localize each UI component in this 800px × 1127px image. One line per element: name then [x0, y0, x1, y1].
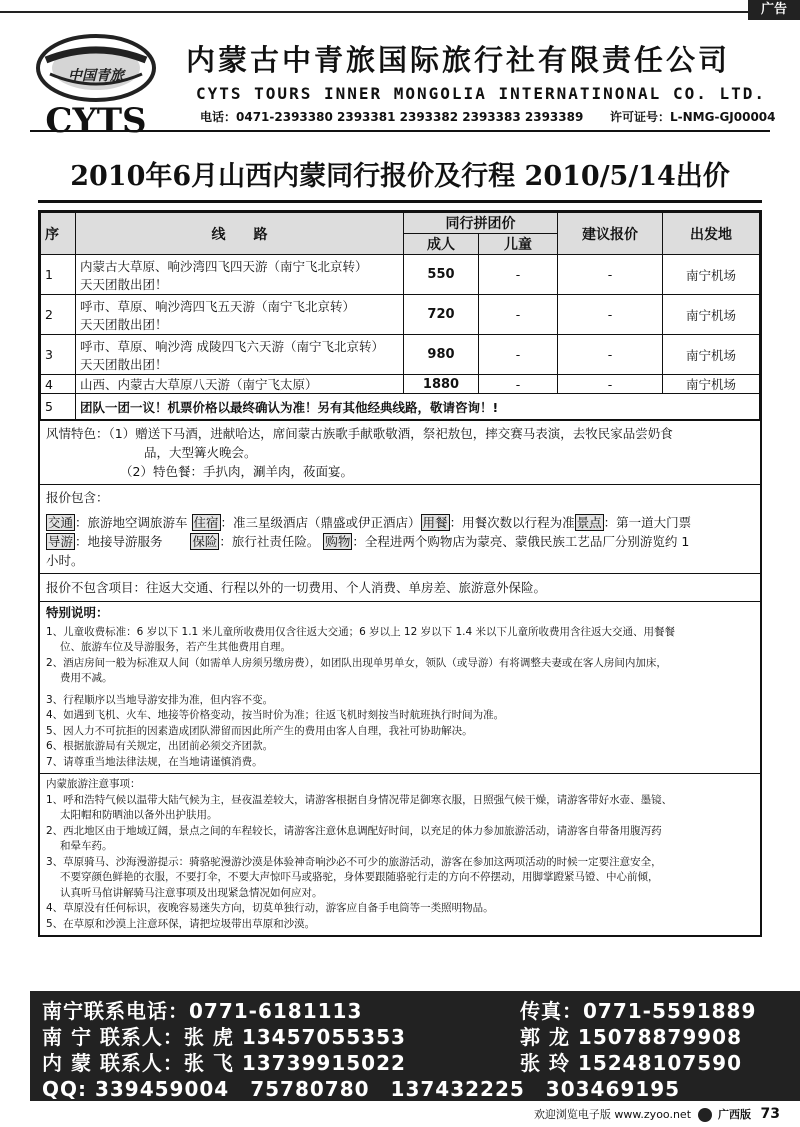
route-note: 天天团散出团！ — [80, 276, 168, 292]
contact-footer — [30, 991, 800, 1101]
contact-neimeng-2: 张 玲 15248107590 — [520, 1051, 743, 1075]
excludes-section: 报价不包含项目：往返大交通、行程以外的一切费用、个人消费、单房差、旅游意外保险。 — [40, 573, 760, 601]
special-note: 4、如遇到飞机、火车、地接等价格变动，按当时价为准；往返飞机时刻按当时航班执行时间为准。 — [46, 709, 505, 721]
label-shopping: 购物 — [325, 534, 351, 549]
notice-note: 4、草原没有任何标识，夜晚容易迷失方向，切莫单独行动，游客应自备手电筒等一类照明物品。 — [46, 902, 494, 914]
special-note: 1、儿童收费标准：6 岁以下 1.1 米儿童所收费用仅含往返大交通；6 岁以上 12 岁以下 1.4 米以下儿童所收费用含往返大交通、用餐餐 — [46, 625, 675, 638]
company-phone: 电话：0471-2393380 2393381 2393382 2393383 2393389 — [200, 110, 584, 124]
value-hotel: ：准三星级酒店（鼎盛或伊正酒店） — [220, 515, 421, 530]
edition-icon — [698, 1108, 712, 1122]
row-from: 南宁机场 — [663, 295, 760, 335]
features-line: （2）特色餐：手扒肉，涮羊肉，莜面宴。 — [120, 464, 353, 479]
special-note: 5、因人力不可抗拒的因素造成团队滞留而因此所产生的费用由客人自理，我社可协助解决。 — [46, 724, 473, 737]
label-guide: 导游 — [48, 534, 74, 549]
table-row — [41, 295, 760, 335]
notice-note: 不要穿颜色鲜艳的衣服，不要打伞，不要大声惊吓马或骆驼，身体要跟随骆驼行走的方向不停摆动，用脚掌蹬紧马镫、中心前倾， — [60, 871, 659, 883]
label-insurance: 保险 — [192, 534, 218, 549]
row-suggest-price: - — [558, 335, 663, 375]
row-suggest-price: - — [558, 375, 663, 394]
row-child-price: - — [479, 375, 558, 394]
logo-text: CYTS — [45, 101, 147, 138]
company-license: 许可证号：L-NMG-GJ00004 — [610, 110, 776, 124]
row-child-price: - — [479, 295, 558, 335]
row-route: 山西、内蒙古大草原八天游（南宁飞太原） — [76, 375, 404, 394]
features-line: 品，大型篝火晚会。 — [144, 445, 257, 460]
page-title: 2010年6月山西内蒙同行报价及行程 2010/5/14出价 — [70, 161, 730, 192]
row-from: 南宁机场 — [663, 375, 760, 394]
table-row — [41, 255, 760, 295]
row-no: 1 — [41, 255, 76, 295]
includes-title: 报价包含： — [46, 490, 109, 505]
company-name-en: CYTS TOURS INNER MONGOLIA INTERNATINONAL CO. LTD. — [196, 84, 767, 103]
row-adult-price: 720 — [404, 295, 479, 335]
header-adult: 成人 — [404, 234, 479, 255]
row-suggest-price: - — [558, 255, 663, 295]
notice-note: 3、草原骑马、沙海漫游提示：骑骆驼漫游沙漠是体验神奇响沙必不可少的旅游活动，游客在参加这两项活动的时候一定要注意安全， — [46, 855, 662, 868]
contact-phone: 南宁联系电话：0771-6181113 — [42, 999, 363, 1023]
row-adult-price: 550 — [404, 255, 479, 295]
special-note: 7、请尊重当地法律法规，在当地请谨慎消费。 — [46, 755, 263, 768]
contact-nanning: 南 宁 联系人：张 虎 13457055353 — [42, 1025, 406, 1049]
route-note: 天天团散出团！ — [80, 316, 168, 332]
row-route — [76, 335, 404, 375]
row-no: 3 — [41, 335, 76, 375]
row-no: 2 — [41, 295, 76, 335]
notice-section — [40, 773, 760, 935]
ad-tag: 广告 — [748, 0, 800, 20]
header-group-price: 同行拼团价 — [404, 213, 558, 234]
special-title: 特别说明： — [46, 605, 109, 620]
header-suggest: 建议报价 — [558, 213, 663, 255]
features-section — [40, 420, 760, 484]
route-line: 呼市、草原、响沙湾四飞五天游（南宁飞北京转） — [80, 298, 356, 314]
features-line: 风情特色：（1）赠送下马酒，进献哈达，席间蒙古族歌手献歌敬酒，祭祀敖包，摔交赛马表演，去牧民家品尝奶食 — [46, 426, 673, 441]
price-table — [40, 212, 760, 420]
route-note: 天天团散出团！ — [80, 356, 168, 372]
contact-neimeng: 内 蒙 联系人：张 飞 13739915022 — [42, 1051, 406, 1075]
table-row — [41, 394, 760, 420]
notice-note: 2、西北地区由于地域辽阔，景点之间的车程较长，请游客注意休息调配好时间，以充足的体力参加旅游活动，请游客自带备用腹泻药 — [46, 824, 662, 837]
value-shopping: ：全程进两个购物店为蒙亮、蒙俄民族工艺品厂分别游览约 1 — [352, 534, 690, 549]
row-child-price: - — [479, 255, 558, 295]
table-row — [41, 335, 760, 375]
row-from: 南宁机场 — [663, 335, 760, 375]
notice-note: 5、在草原和沙漠上注意环保，请把垃圾带出草原和沙漠。 — [46, 917, 316, 930]
value-insurance: ：旅行社责任险。 — [219, 534, 320, 549]
row-route — [76, 295, 404, 335]
logo-sub-text: 中国青旅 — [68, 68, 124, 84]
row-route — [76, 255, 404, 295]
value-traffic: ：旅游地空调旅游车 — [75, 515, 188, 530]
title-rule — [38, 200, 762, 203]
value-meal: ：用餐次数以行程为准 — [449, 515, 575, 530]
row-from: 南宁机场 — [663, 255, 760, 295]
cyts-logo — [26, 30, 166, 138]
special-note: 6、根据旅游局有关规定，出团前必须交齐团款。 — [46, 740, 274, 752]
value-spot: ：第一道大门票 — [603, 515, 692, 530]
notice-note: 1、呼和浩特气候以温带大陆气候为主，昼夜温差较大，请游客根据自身情况带足御寒衣服，日照强气候干燥，请游客带好水壶、墨镜、 — [46, 793, 673, 806]
contact-fax: 传真：0771-5591889 — [520, 999, 757, 1023]
header-rule — [30, 130, 770, 132]
top-rule — [0, 11, 748, 13]
main-content — [38, 210, 762, 937]
header-route: 线 路 — [76, 213, 404, 255]
page-footer — [534, 1106, 780, 1122]
includes-section — [40, 484, 760, 573]
special-note: 位、旅游车位及导游服务，若产生其他费用自理。 — [60, 641, 291, 653]
special-section — [40, 601, 760, 773]
label-meal: 用餐 — [422, 515, 448, 530]
row-suggest-price: - — [558, 295, 663, 335]
special-note: 2、酒店房间一般为标准双人间（如需单人房须另缴房费），如团队出现单男单女，领队（或导游）有将调整夫妻或在客人房间内加床， — [46, 656, 667, 669]
route-line: 呼市、草原、响沙湾 成陵四飞六天游（南宁飞北京转） — [80, 338, 384, 354]
notice-note: 太阳帽和防晒油以备外出护肤用。 — [60, 809, 218, 821]
value-shopping-cont: 小时。 — [46, 553, 84, 568]
header-child: 儿童 — [479, 234, 558, 255]
label-spot: 景点 — [576, 515, 602, 530]
row-adult-price: 980 — [404, 335, 479, 375]
notice-note: 和晕车药。 — [60, 840, 113, 852]
header-no: 序 — [41, 213, 76, 255]
edition-label: 广西版 — [718, 1108, 752, 1121]
notice-note: 认真听马倌讲解骑马注意事项及出现紧急情况如何应对。 — [60, 886, 323, 899]
table-row — [41, 375, 760, 394]
value-guide: ：地接导游服务 — [75, 534, 163, 549]
row-adult-price: 1880 — [404, 375, 479, 394]
route-line: 内蒙古大草原、响沙湾四飞四天游（南宁飞北京转） — [80, 258, 368, 274]
row-child-price: - — [479, 335, 558, 375]
row-note: 团队一团一议！机票价格以最终确认为准！另有其他经典线路，敬请咨询！! — [76, 394, 760, 420]
header-from: 出发地 — [663, 213, 760, 255]
contact-nanning-2: 郭 龙 15078879908 — [520, 1025, 743, 1049]
label-hotel: 住宿 — [193, 515, 219, 530]
special-note: 3、行程顺序以当地导游安排为准，但内容不变。 — [46, 693, 274, 706]
row-no: 5 — [41, 394, 76, 420]
notice-title: 内蒙旅游注意事项： — [46, 778, 141, 790]
label-traffic: 交通 — [48, 515, 74, 530]
page-number: 73 — [760, 1106, 780, 1122]
special-note: 费用不减。 — [60, 672, 113, 684]
website-text: 欢迎浏览电子版 www.zyoo.net — [533, 1108, 692, 1121]
row-no: 4 — [41, 375, 76, 394]
company-name-cn: 内蒙古中青旅国际旅行社有限责任公司 — [186, 43, 731, 77]
contact-qq: QQ: 339459004 75780780 137432225 303469195 — [42, 1077, 681, 1101]
